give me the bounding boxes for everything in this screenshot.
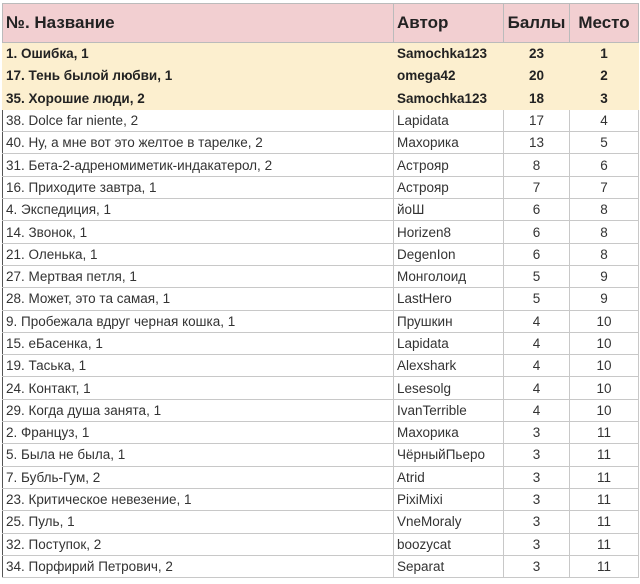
table-row bbox=[3, 288, 639, 310]
cell-name: 29. Когда душа занята, 1 bbox=[3, 399, 394, 421]
cell-place: 10 bbox=[570, 310, 639, 332]
cell-score: 3 bbox=[504, 444, 570, 466]
cell-score: 3 bbox=[504, 555, 570, 577]
cell-author: LastHero bbox=[394, 288, 504, 310]
cell-name: 38. Dolce far niente, 2 bbox=[3, 109, 394, 131]
cell-place: 11 bbox=[570, 533, 639, 555]
cell-name: 31. Бета-2-адреномиметик-индакатерол, 2 bbox=[3, 154, 394, 176]
header-place: Место bbox=[570, 4, 639, 43]
cell-score: 6 bbox=[504, 221, 570, 243]
cell-score: 5 bbox=[504, 265, 570, 287]
table-row bbox=[3, 176, 639, 198]
cell-place: 8 bbox=[570, 243, 639, 265]
cell-score: 6 bbox=[504, 199, 570, 221]
table-row bbox=[3, 265, 639, 287]
cell-author: DegenIon bbox=[394, 243, 504, 265]
cell-score: 3 bbox=[504, 466, 570, 488]
cell-place: 11 bbox=[570, 466, 639, 488]
cell-author: Horizen8 bbox=[394, 221, 504, 243]
table-row bbox=[3, 132, 639, 154]
cell-score: 4 bbox=[504, 310, 570, 332]
table-row bbox=[3, 154, 639, 176]
cell-place: 11 bbox=[570, 444, 639, 466]
cell-author: Астрояр bbox=[394, 154, 504, 176]
cell-author: Монголоид bbox=[394, 265, 504, 287]
table-row bbox=[3, 555, 639, 577]
header-score: Баллы bbox=[504, 4, 570, 43]
cell-score: 18 bbox=[504, 87, 570, 109]
cell-name: 9. Пробежала вдруг черная кошка, 1 bbox=[3, 310, 394, 332]
table-row bbox=[3, 43, 639, 65]
header-name: №. Название bbox=[3, 4, 394, 43]
cell-score: 4 bbox=[504, 355, 570, 377]
cell-place: 5 bbox=[570, 132, 639, 154]
cell-name: 35. Хорошие люди, 2 bbox=[3, 87, 394, 109]
header-row bbox=[3, 4, 639, 43]
cell-author: ЧёрныйПьеро bbox=[394, 444, 504, 466]
cell-place: 10 bbox=[570, 355, 639, 377]
cell-place: 8 bbox=[570, 199, 639, 221]
cell-place: 11 bbox=[570, 511, 639, 533]
cell-place: 11 bbox=[570, 555, 639, 577]
cell-place: 4 bbox=[570, 109, 639, 131]
cell-name: 5. Была не была, 1 bbox=[3, 444, 394, 466]
cell-score: 3 bbox=[504, 533, 570, 555]
cell-place: 11 bbox=[570, 488, 639, 510]
cell-author: PixiMixi bbox=[394, 488, 504, 510]
cell-place: 1 bbox=[570, 43, 639, 65]
cell-place: 10 bbox=[570, 377, 639, 399]
cell-name: 16. Приходите завтра, 1 bbox=[3, 176, 394, 198]
cell-score: 8 bbox=[504, 154, 570, 176]
cell-author: Махорика bbox=[394, 132, 504, 154]
cell-score: 3 bbox=[504, 488, 570, 510]
cell-score: 17 bbox=[504, 109, 570, 131]
cell-author: IvanTerrible bbox=[394, 399, 504, 421]
table-row bbox=[3, 65, 639, 87]
cell-author: Samochka123 bbox=[394, 87, 504, 109]
cell-place: 3 bbox=[570, 87, 639, 109]
cell-author: Lesesolg bbox=[394, 377, 504, 399]
cell-score: 13 bbox=[504, 132, 570, 154]
cell-place: 2 bbox=[570, 65, 639, 87]
cell-place: 7 bbox=[570, 176, 639, 198]
cell-name: 17. Тень былой любви, 1 bbox=[3, 65, 394, 87]
cell-author: Separat bbox=[394, 555, 504, 577]
cell-name: 24. Контакт, 1 bbox=[3, 377, 394, 399]
table-row bbox=[3, 444, 639, 466]
table-row bbox=[3, 533, 639, 555]
cell-name: 21. Оленька, 1 bbox=[3, 243, 394, 265]
cell-name: 4. Экспедиция, 1 bbox=[3, 199, 394, 221]
table-row bbox=[3, 466, 639, 488]
cell-author: omega42 bbox=[394, 65, 504, 87]
cell-name: 40. Ну, а мне вот это желтое в тарелке, 2 bbox=[3, 132, 394, 154]
cell-name: 14. Звонок, 1 bbox=[3, 221, 394, 243]
cell-place: 10 bbox=[570, 399, 639, 421]
cell-score: 5 bbox=[504, 288, 570, 310]
cell-score: 23 bbox=[504, 43, 570, 65]
cell-place: 9 bbox=[570, 288, 639, 310]
table-row bbox=[3, 488, 639, 510]
cell-place: 9 bbox=[570, 265, 639, 287]
cell-author: Lapidata bbox=[394, 332, 504, 354]
cell-author: Астрояр bbox=[394, 176, 504, 198]
cell-name: 2. Француз, 1 bbox=[3, 422, 394, 444]
table-row bbox=[3, 109, 639, 131]
cell-author: Alexshark bbox=[394, 355, 504, 377]
cell-score: 6 bbox=[504, 243, 570, 265]
results-table bbox=[2, 3, 639, 578]
cell-author: Махорика bbox=[394, 422, 504, 444]
table-row bbox=[3, 355, 639, 377]
cell-author: Прушкин bbox=[394, 310, 504, 332]
cell-author: Atrid bbox=[394, 466, 504, 488]
cell-place: 11 bbox=[570, 422, 639, 444]
table-row bbox=[3, 87, 639, 109]
header-author: Автор bbox=[394, 4, 504, 43]
cell-author: йоШ bbox=[394, 199, 504, 221]
cell-name: 15. еБасенка, 1 bbox=[3, 332, 394, 354]
cell-score: 7 bbox=[504, 176, 570, 198]
cell-place: 8 bbox=[570, 221, 639, 243]
cell-author: Samochka123 bbox=[394, 43, 504, 65]
cell-name: 25. Пуль, 1 bbox=[3, 511, 394, 533]
table-row bbox=[3, 399, 639, 421]
cell-place: 10 bbox=[570, 332, 639, 354]
table-row bbox=[3, 199, 639, 221]
cell-author: Lapidata bbox=[394, 109, 504, 131]
cell-author: VneMoraly bbox=[394, 511, 504, 533]
cell-score: 4 bbox=[504, 332, 570, 354]
cell-name: 32. Поступок, 2 bbox=[3, 533, 394, 555]
table-row bbox=[3, 221, 639, 243]
table-row bbox=[3, 243, 639, 265]
cell-name: 7. Бубль-Гум, 2 bbox=[3, 466, 394, 488]
cell-score: 4 bbox=[504, 377, 570, 399]
table-row bbox=[3, 511, 639, 533]
cell-name: 1. Ошибка, 1 bbox=[3, 43, 394, 65]
cell-name: 23. Критическое невезение, 1 bbox=[3, 488, 394, 510]
table-row bbox=[3, 422, 639, 444]
cell-name: 27. Мертвая петля, 1 bbox=[3, 265, 394, 287]
cell-score: 3 bbox=[504, 422, 570, 444]
table-row bbox=[3, 377, 639, 399]
cell-author: boozycat bbox=[394, 533, 504, 555]
cell-name: 19. Таська, 1 bbox=[3, 355, 394, 377]
cell-name: 28. Может, это та самая, 1 bbox=[3, 288, 394, 310]
table-row bbox=[3, 310, 639, 332]
cell-place: 6 bbox=[570, 154, 639, 176]
cell-score: 4 bbox=[504, 399, 570, 421]
cell-score: 3 bbox=[504, 511, 570, 533]
cell-score: 20 bbox=[504, 65, 570, 87]
table-row bbox=[3, 332, 639, 354]
cell-name: 34. Порфирий Петрович, 2 bbox=[3, 555, 394, 577]
